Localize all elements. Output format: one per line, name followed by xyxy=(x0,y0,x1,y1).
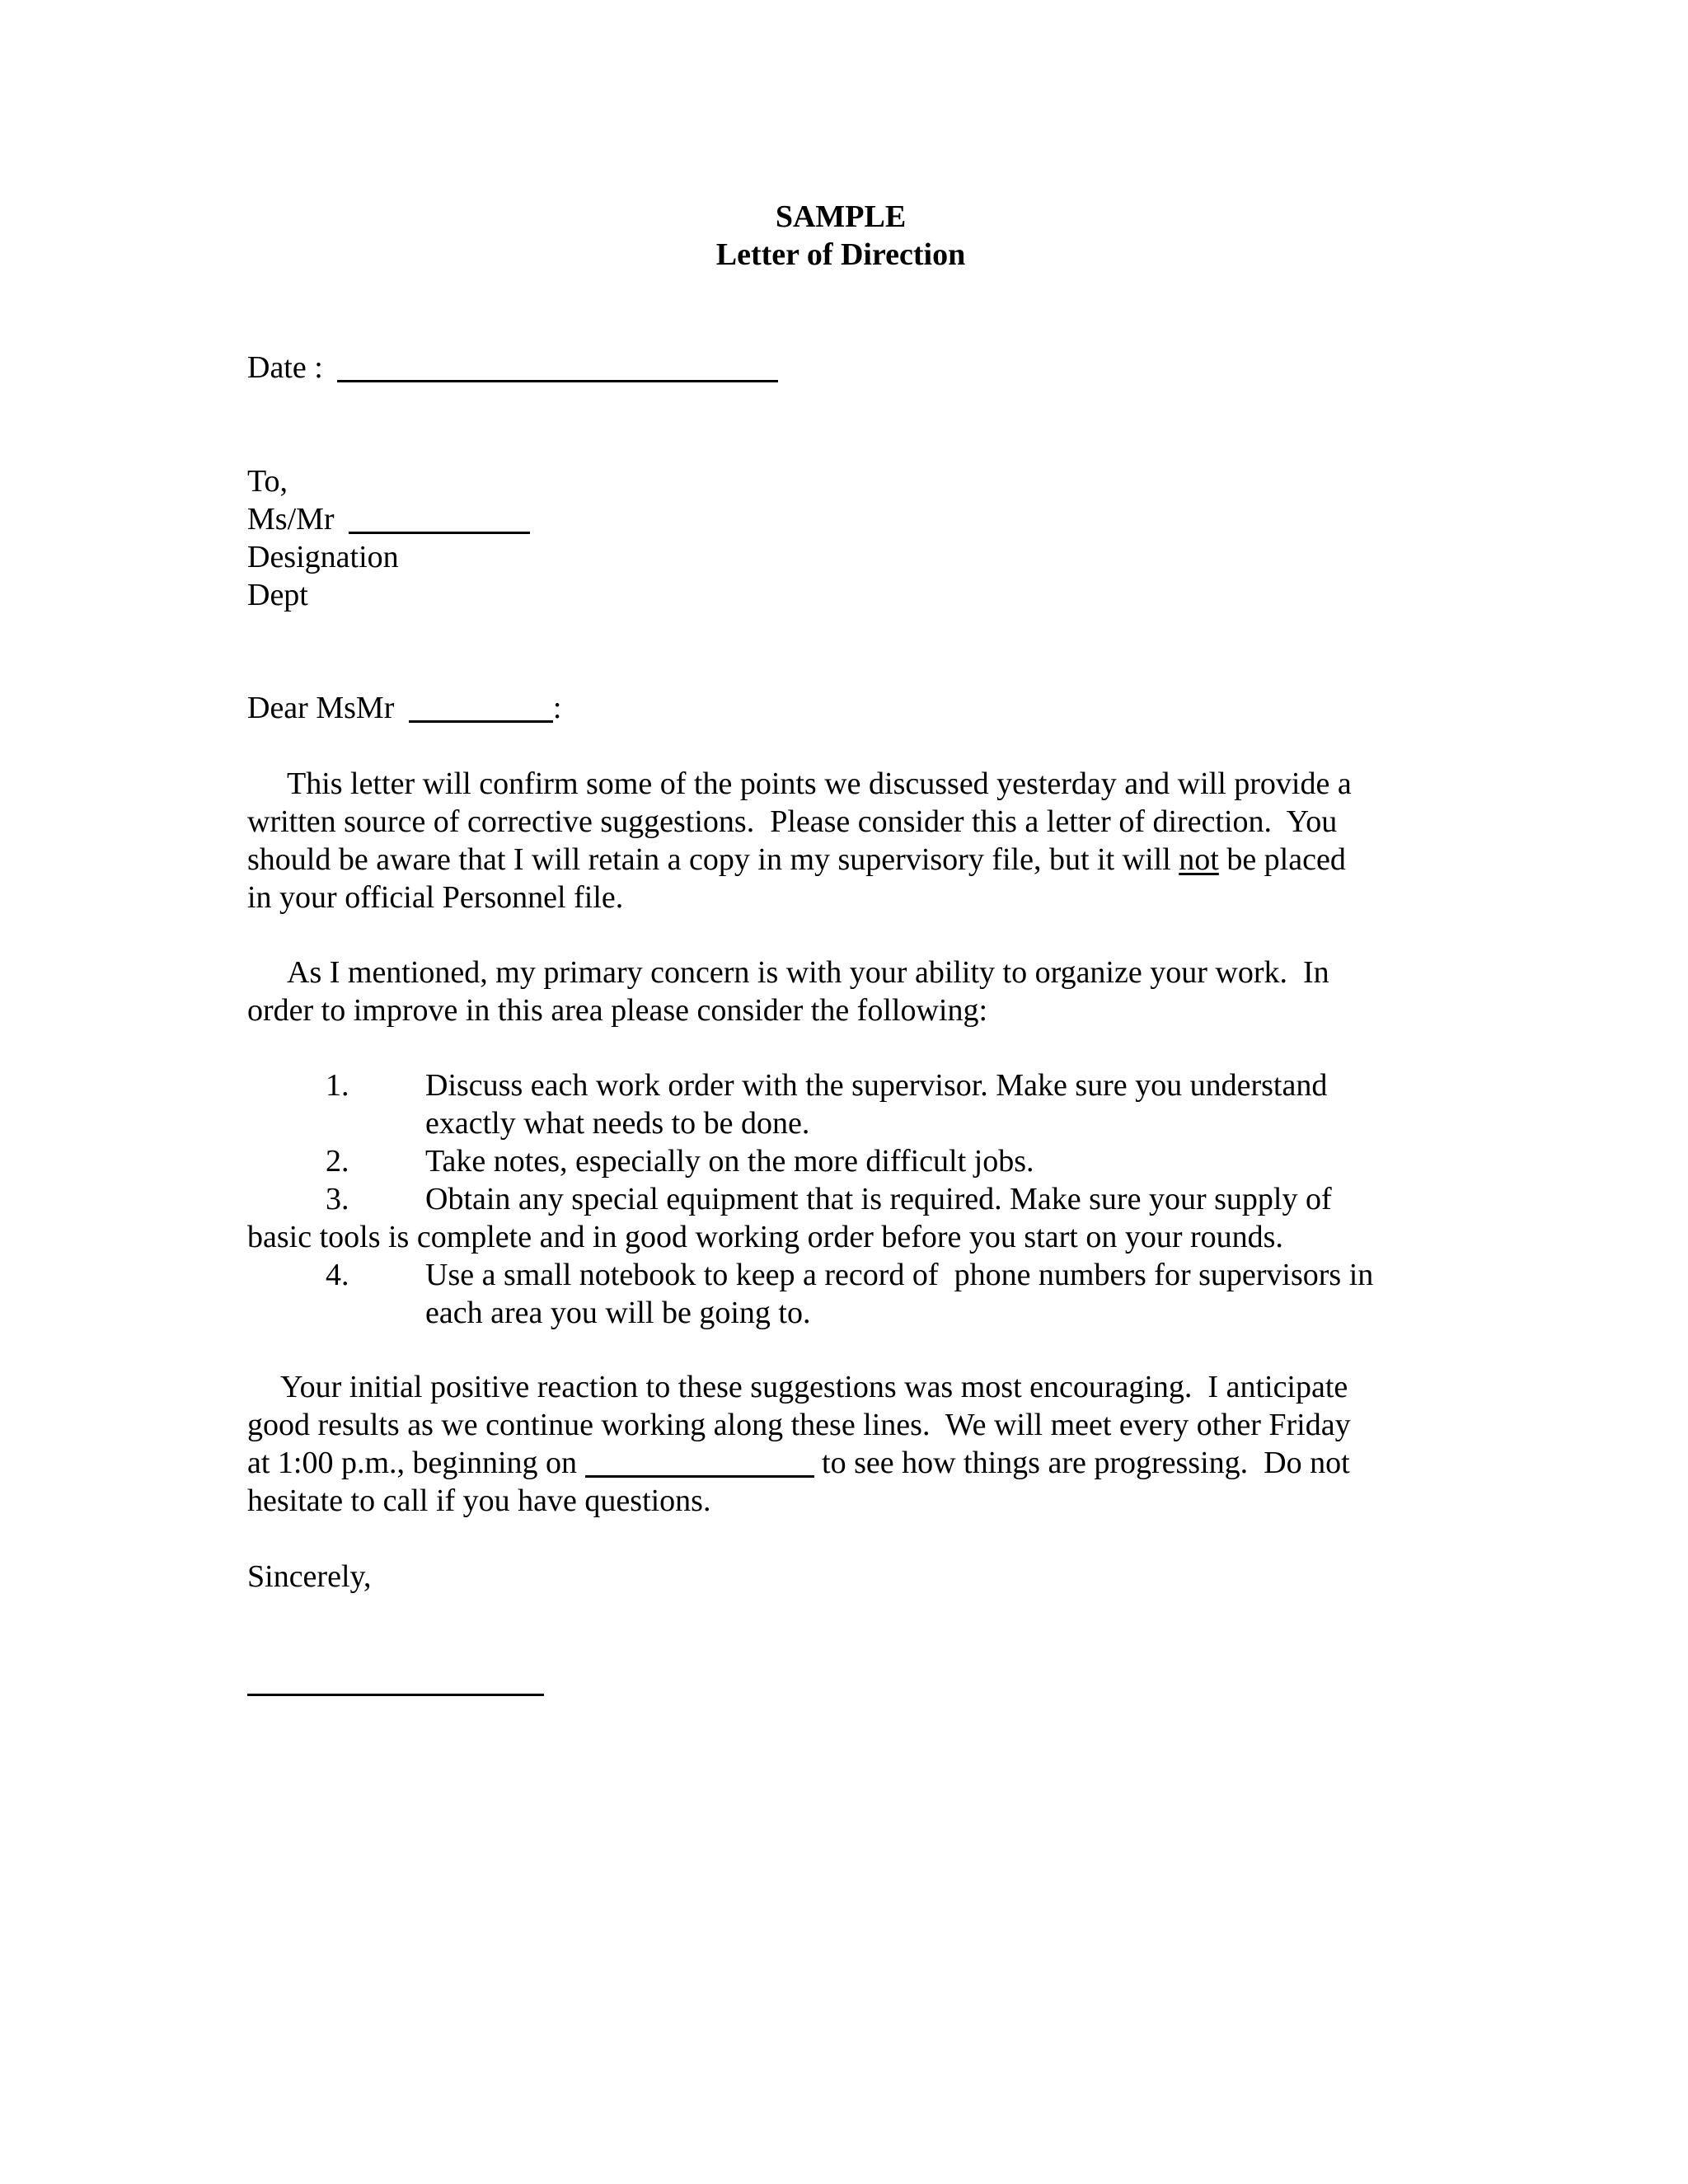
recipient-address xyxy=(247,462,530,614)
list-item-line: Use a small notebook to keep a record of phone numbers for supervisors in xyxy=(425,1258,1374,1292)
list-item-number: 2. xyxy=(326,1144,349,1179)
suggestion-list xyxy=(247,1066,1451,1332)
paragraph-3-line-4: hesitate to call if you have questions. xyxy=(247,1483,711,1518)
paragraph-1-line-3-before: should be aware that I will retain a copy in my supervisory file, but it will xyxy=(247,842,1179,877)
salutation-colon: : xyxy=(552,691,562,725)
list-item-line: Discuss each work order with the supervisor. Make sure you understand xyxy=(425,1068,1328,1103)
date-blank-line xyxy=(337,352,778,382)
list-item-number: 3. xyxy=(326,1182,349,1216)
list-item-line: Take notes, especially on the more difficult jobs. xyxy=(425,1144,1034,1179)
address-name-row xyxy=(247,500,530,538)
list-item xyxy=(247,1142,1451,1180)
date-label: Date : xyxy=(247,350,323,385)
list-item-number: 1. xyxy=(326,1068,349,1103)
paragraph-3-line-1: Your initial positive reaction to these suggestions was most encouraging. I anticipate xyxy=(280,1370,1348,1404)
paragraph-1-line-1: This letter will confirm some of the points we discussed yesterday and will provide a xyxy=(287,766,1352,801)
letter-heading xyxy=(247,198,1434,274)
paragraph-2-line-1: As I mentioned, my primary concern is with your ability to organize your work. In xyxy=(287,955,1329,990)
list-item-line: each area you will be going to. xyxy=(425,1296,811,1330)
meeting-date-blank-line xyxy=(585,1447,814,1478)
address-designation: Designation xyxy=(247,540,399,574)
paragraph-1-line-2: written source of corrective suggestions. Please consider this a letter of direction. You xyxy=(247,804,1338,839)
salutation-blank-line xyxy=(409,692,553,723)
list-item xyxy=(247,1256,1451,1332)
paragraph-1 xyxy=(247,765,1451,916)
paragraph-2 xyxy=(247,954,1451,1029)
paragraph-3-line-2: good results as we continue working along these lines. We will meet every other Friday xyxy=(247,1408,1351,1442)
paragraph-3-line-3-before: at 1:00 p.m., beginning on xyxy=(247,1446,585,1480)
paragraph-3-line-3 xyxy=(247,1444,1451,1482)
address-to: To, xyxy=(247,464,288,499)
list-item xyxy=(247,1180,1451,1256)
list-item-number: 4. xyxy=(326,1258,349,1292)
letter-subtitle: Letter of Direction xyxy=(715,237,966,272)
paragraph-3-line-3-after: to see how things are progressing. Do not xyxy=(814,1446,1350,1480)
paragraph-1-line-3-after: be placed xyxy=(1218,842,1346,877)
list-item-line: exactly what needs to be done. xyxy=(425,1106,810,1141)
address-dept: Dept xyxy=(247,578,308,612)
address-name-label: Ms/Mr xyxy=(247,502,335,537)
paragraph-3 xyxy=(247,1368,1451,1520)
salutation xyxy=(247,689,561,727)
list-item-line: Obtain any special equipment that is required. Make sure your supply of xyxy=(425,1182,1332,1216)
letter-title: SAMPLE xyxy=(775,199,907,234)
paragraph-2-line-2: order to improve in this area please consider the following: xyxy=(247,993,988,1028)
list-item xyxy=(247,1066,1451,1142)
emphasis-not: not xyxy=(1179,842,1219,877)
address-name-blank-line xyxy=(349,504,530,534)
signature-line xyxy=(247,1694,544,1696)
paragraph-1-line-3 xyxy=(247,841,1451,879)
list-item-line: basic tools is complete and in good working order before you start on your rounds. xyxy=(247,1220,1283,1254)
paragraph-1-line-4: in your official Personnel file. xyxy=(247,880,624,915)
closing: Sincerely, xyxy=(247,1559,372,1594)
salutation-label: Dear MsMr xyxy=(247,691,395,725)
date-row xyxy=(247,349,778,387)
